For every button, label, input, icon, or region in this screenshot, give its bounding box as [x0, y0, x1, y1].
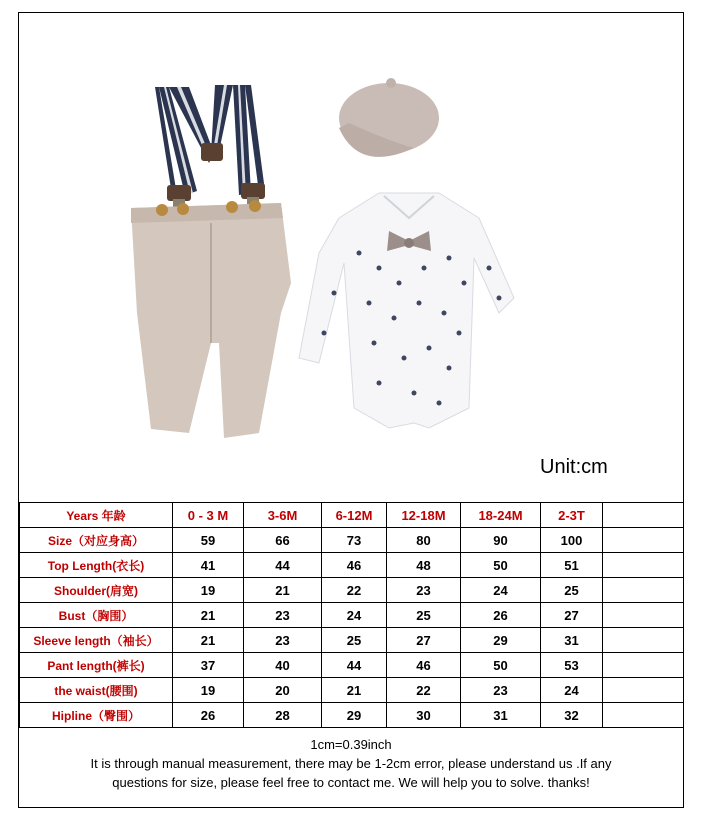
table-row: [20, 653, 684, 678]
table-cell: 48: [387, 553, 461, 578]
table-cell: 100: [541, 528, 603, 553]
table-cell: 26: [173, 703, 244, 728]
row-label: Shoulder(肩宽): [20, 578, 173, 603]
table-cell: 30: [387, 703, 461, 728]
table-cell: 27: [387, 628, 461, 653]
table-cell: 59: [173, 528, 244, 553]
table-cell: 24: [322, 603, 387, 628]
table-row: [20, 528, 684, 553]
table-cell: 23: [244, 628, 322, 653]
table-cell: 24: [461, 578, 541, 603]
table-row: [20, 628, 684, 653]
table-cell: 19: [173, 678, 244, 703]
table-cell: [603, 553, 684, 578]
pants-illustration: [131, 200, 291, 438]
table-cell: 24: [541, 678, 603, 703]
table-cell: 80: [387, 528, 461, 553]
table-cell: 31: [541, 628, 603, 653]
product-photo: [19, 13, 683, 502]
row-label: Top Length(衣长): [20, 553, 173, 578]
measurement-note: [19, 735, 683, 792]
table-header-row: [20, 503, 684, 528]
table-cell: 27: [541, 603, 603, 628]
table-cell: 20: [244, 678, 322, 703]
table-cell: 66: [244, 528, 322, 553]
table-cell: [603, 578, 684, 603]
table-row: [20, 578, 684, 603]
size-chart-frame: [18, 12, 684, 808]
conversion-text: 1cm=0.39inch: [310, 737, 392, 752]
size-header: [603, 503, 684, 528]
row-label: Sleeve length（袖长）: [20, 628, 173, 653]
table-row: [20, 553, 684, 578]
table-cell: 51: [541, 553, 603, 578]
note-line-2: questions for size, please feel free to contact me. We will help you to solve. thanks!: [112, 775, 590, 790]
table-cell: 21: [173, 628, 244, 653]
table-cell: 23: [387, 578, 461, 603]
table-cell: [603, 603, 684, 628]
table-cell: 22: [387, 678, 461, 703]
table-cell: [603, 703, 684, 728]
row-label: Hipline（臀围）: [20, 703, 173, 728]
table-cell: 41: [173, 553, 244, 578]
table-cell: 21: [173, 603, 244, 628]
row-label: Bust（胸围）: [20, 603, 173, 628]
table-cell: 23: [461, 678, 541, 703]
table-cell: [603, 653, 684, 678]
table-cell: 29: [322, 703, 387, 728]
table-cell: 44: [322, 653, 387, 678]
table-cell: 19: [173, 578, 244, 603]
header-label: Years 年龄: [20, 503, 173, 528]
table-cell: 73: [322, 528, 387, 553]
table-cell: 22: [322, 578, 387, 603]
note-line-1: It is through manual measurement, there may be 1-2cm error, please understand us .If any: [90, 756, 612, 771]
table-cell: 50: [461, 653, 541, 678]
table-row: [20, 603, 684, 628]
size-header: 18-24M: [461, 503, 541, 528]
row-label: Size（对应身高）: [20, 528, 173, 553]
table-cell: 37: [173, 653, 244, 678]
table-cell: [603, 678, 684, 703]
size-header: 3-6M: [244, 503, 322, 528]
table-cell: 25: [387, 603, 461, 628]
table-cell: [603, 628, 684, 653]
table-cell: 29: [461, 628, 541, 653]
table-cell: 23: [244, 603, 322, 628]
table-row: [20, 703, 684, 728]
table-cell: [603, 528, 684, 553]
table-cell: 21: [244, 578, 322, 603]
suspenders-illustration: [155, 85, 265, 213]
table-cell: 26: [461, 603, 541, 628]
size-header: 0 - 3 M: [173, 503, 244, 528]
table-row: [20, 678, 684, 703]
unit-label: Unit:cm: [540, 456, 608, 478]
table-cell: 32: [541, 703, 603, 728]
size-header: 12-18M: [387, 503, 461, 528]
table-cell: 25: [322, 628, 387, 653]
cap-illustration: [339, 78, 439, 157]
table-cell: 21: [322, 678, 387, 703]
size-table: [19, 502, 684, 728]
table-cell: 90: [461, 528, 541, 553]
table-cell: 46: [322, 553, 387, 578]
shirt-illustration: [299, 193, 514, 428]
size-header: 6-12M: [322, 503, 387, 528]
row-label: the waist(腰围): [20, 678, 173, 703]
table-cell: 40: [244, 653, 322, 678]
table-cell: 28: [244, 703, 322, 728]
table-cell: 50: [461, 553, 541, 578]
table-cell: 53: [541, 653, 603, 678]
row-label: Pant length(裤长): [20, 653, 173, 678]
size-header: 2-3T: [541, 503, 603, 528]
table-cell: 25: [541, 578, 603, 603]
table-cell: 44: [244, 553, 322, 578]
table-cell: 31: [461, 703, 541, 728]
table-cell: 46: [387, 653, 461, 678]
